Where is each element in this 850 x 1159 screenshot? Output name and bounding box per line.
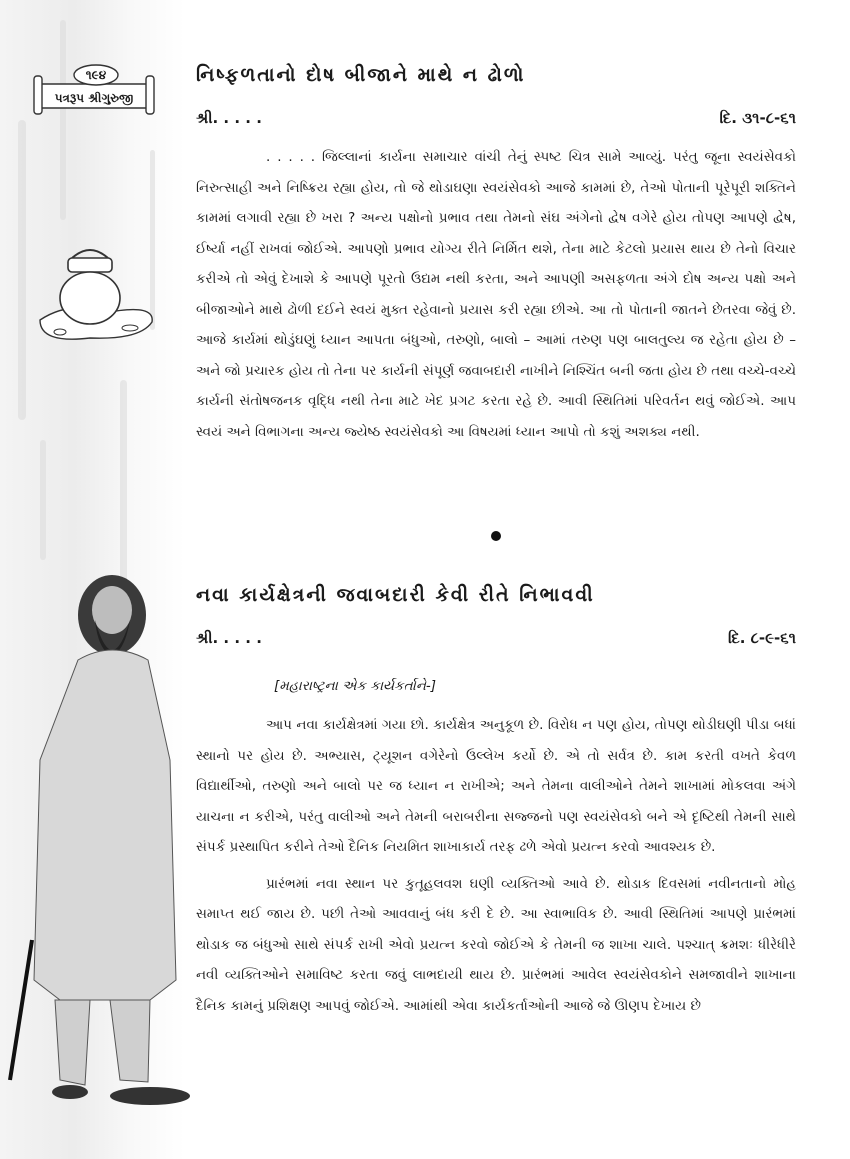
page-header-badge [32, 62, 156, 116]
letter-two-para-one: આપ નવા કાર્યક્ષેત્રમાં ગયા છો. કાર્યક્ષેત્ર અનુકૂળ છે. વિરોધ ન પણ હોય, તોપણ થોડીઘણી પીડા બધાં સ્થાનો પર હોય છે. અભ્યાસ, ટ્યૂશન વગેરેનો ઉલ્લેખ કર્યો છે. એ તો સર્વત્ર છે. કામ કરતી વખતે કેવળ વિદ્યાર્થીઓ, તરુણો અને બાલો પર જ ધ્યાન ન રાખીએ; અને તેમના વાલીઓને તેમને શાખામાં મોકલવા અંગે યાચના ન કરીએ, પરંતુ વાલીઓ અને તેમની બરાબરીના સજ્જનો પણ સ્વયંસેવકો બને એ દૃષ્ટિથી તેમની સાથે સંપર્ક પ્રસ્થાપિત કરીને તેઓ દૈનિક નિયમિત શાખાકાર્ય તરફ ઢળે એવો પ્રયત્ન કરવો આવશ્યક છે. [196, 717, 796, 855]
letter-two-salutation: શ્રી. . . . . [196, 629, 262, 647]
letter-one-meta [196, 106, 796, 130]
letter-one-title: નિષ્ફળતાનો દોષ બીજાને માથે ન ઢોળો [196, 64, 526, 86]
texture-streak [60, 20, 66, 220]
portrait-photo [0, 560, 200, 1130]
letter-one-body: . . . . . જિલ્લાનાં કાર્યના સમાચાર વાંચી તેનું સ્પષ્ટ ચિત્ર સામે આવ્યું. પરંતુ જૂના સ્વયંસેવકો નિરુત્સાહી અને નિષ્ક્રિય રહ્યા હોય, તો જે થોડાઘણા સ્વયંસેવકો આજે કામમાં છે, તેઓ પોતાની પૂરેપૂરી શક્તિને કામમાં લગાવી રહ્યા છે ખરા ? અન્ય પક્ષોનો પ્રભાવ તથા તેમનો સંઘ અંગેનો દ્વેષ વગેરે હોય તોપણ આપણે દ્વેષ, ઈર્ષ્યા નહીં રાખવાં જોઈએ. આપણો પ્રભાવ યોગ્ય રીતે નિર્મિત થશે, તેના માટે કેટલો પ્રયાસ થાય છે તેનો વિચાર કરીએ તો એવું દેખાશે કે આપણે પૂરતો ઉદ્યમ નથી કરતા, અને આપણી અસફળતા અંગે દોષ અન્ય પક્ષો અને બીજાઓને માથે ઢોળી દઈને સ્વયં મુક્ત રહેવાનો પ્રયાસ કરી રહ્યા છીએ. આ તો પોતાની જાતને છેતરવા જેવું છે. આજે કાર્યમાં થોડુંઘણું ધ્યાન આપતા બંધુઓ, તરુણો, બાલો – આમાં તરુણ પણ બાલતુલ્ય જ રહેતા હોય છે – અને જો પ્રચારક હોય તો તેના પર કાર્યની સંપૂર્ણ જવાબદારી નાખીને નિશ્ચિંત બની જતા હોય છે તથા વચ્ચે-વચ્ચે કાર્યની સંતોષજનક વૃદ્ધિ નથી તેના માટે ખેદ પ્રગટ કરતા રહે છે. આવી સ્થિતિમાં પરિવર્તન થવું જોઈએ. આપ સ્વયં અને વિભાગના અન્ય જ્યેષ્ઠ સ્વયંસેવકો આ વિષયમાં ધ્યાન આપો તો કશું અશક્ય નથી. [196, 149, 796, 440]
letter-two-title: નવા કાર્યક્ષેત્રની જવાબદારી કેવી રીતે નિભાવવી [196, 584, 595, 606]
letter-two-date: દિ. ૮-૯-૬૧ [727, 629, 796, 647]
texture-streak [18, 120, 26, 420]
letter-two [196, 580, 796, 1021]
recipient-note: [મહારાષ્ટ્રના એક કાર્યકર્તાને-] [274, 678, 437, 694]
letter-two-meta [196, 626, 796, 650]
pot-icon [30, 240, 160, 350]
letter-one-date: દિ. ૩૧-૮-૬૧ [719, 109, 796, 127]
letter-two-para-two: પ્રારંભમાં નવા સ્થાન પર કુતૂહલવશ ઘણી વ્યક્તિઓ આવે છે. થોડાક દિવસમાં નવીનતાનો મોહ સમાપ્ત થઈ જાય છે. પછી તેઓ આવવાનું બંધ કરી દે છે. આ સ્વાભાવિક છે. આવી સ્થિતિમાં આપણે પ્રારંભમાં થોડાક જ બંધુઓ સાથે સંપર્ક રાખી એવો પ્રયત્ન કરવો જોઈએ કે તેમની જ શાખા ચાલે. પશ્ચાત્ ક્રમશઃ ધીરેધીરે નવી વ્યક્તિઓને સમાવિષ્ટ કરતા જવું લાભદાયી થાય છે. પ્રારંભમાં આવેલ સ્વયંસેવકોને સમજાવીને શાખાના દૈનિક કામનું પ્રશિક્ષણ આપવું જોઈએ. આમાંથી એવા કાર્યકર્તાઓની આજે જે ઊણપ દેખાય છે [196, 875, 796, 1014]
section-divider-bullet [491, 531, 501, 541]
book-title: પત્રરૂપ શ્રીગુરુજી [54, 91, 134, 105]
letter-one-salutation: શ્રી. . . . . [196, 109, 262, 127]
letter-one [196, 60, 796, 447]
page-number: ૧૯૪ [85, 68, 107, 82]
texture-streak [40, 440, 46, 560]
